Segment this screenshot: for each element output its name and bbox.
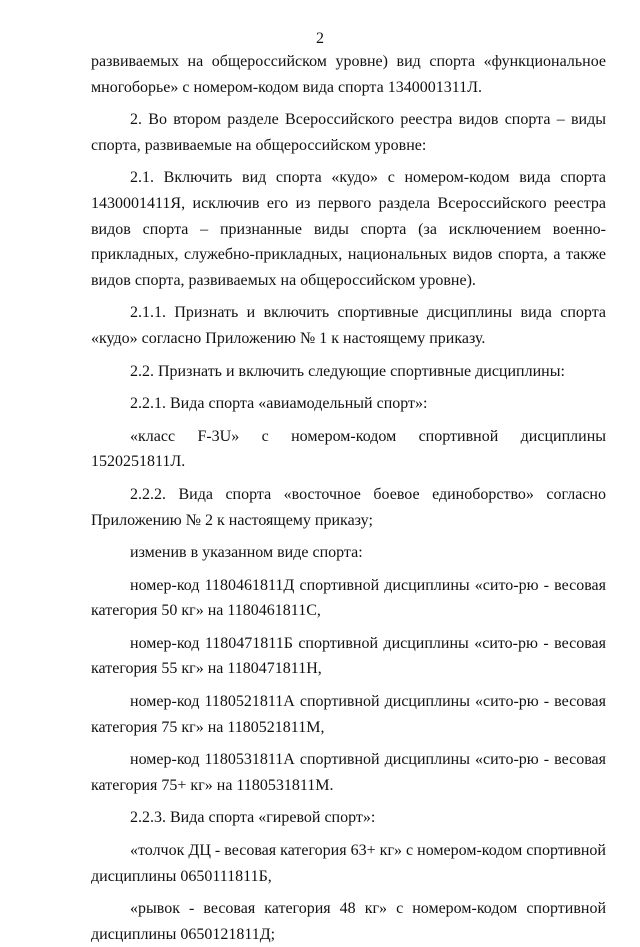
paragraph: 2. Во втором разделе Всероссийского реестра видов спорта – виды спорта, развиваемые на общероссийском уровне: <box>91 111 606 154</box>
paragraph: «толчок ДЦ - весовая категория 63+ кг» с номером-кодом спортивной дисциплины 0650111811Б, <box>91 842 606 885</box>
document-body <box>91 49 606 947</box>
paragraph: изменив в указанном виде спорта: <box>130 544 363 562</box>
paragraph: «класс F-3U» с номером-кодом спортивной дисциплины 1520251811Л. <box>91 427 606 471</box>
paragraph: «рывок - весовая категория 48 кг» с номером-кодом спортивной дисциплины 0650121811Д; <box>91 900 606 943</box>
paragraph: номер-код 1180461811Д спортивной дисциплины «сито-рю - весовая категория 50 кг» на 1180461811С, <box>91 576 606 620</box>
paragraph: 2.2.3. Вида спорта «гиревой спорт»: <box>130 809 376 827</box>
paragraph: 2.1.1. Признать и включить спортивные дисциплины вида спорта «кудо» согласно Приложению № 1 к настоящему приказу. <box>91 304 606 347</box>
paragraph: номер-код 1180471811Б спортивной дисциплины «сито-рю - весовая категория 55 кг» на 1180471811Н, <box>91 634 606 678</box>
paragraph: номер-код 1180531811А спортивной дисциплины «сито-рю - весовая категория 75+ кг» на 1180531811М. <box>91 751 606 794</box>
paragraph: 2.2. Признать и включить следующие спортивные дисциплины: <box>130 362 565 380</box>
paragraph: 2.1. Включить вид спорта «кудо» с номером-кодом вида спорта 1430001411Я, исключив его из первого раздела Всероссийского реестра видов спорта – признанные виды спорта (за исключением военно-прикладных, служебно-прикладных, национальных видов спорта, а также видов спорта, развиваемых на общероссийском уровне). <box>91 169 606 289</box>
paragraph: 2.2.1. Вида спорта «авиамодельный спорт»: <box>130 395 428 413</box>
paragraph: развиваемых на общероссийском уровне) вид спорта «функциональное многоборье» с номером-кодом вида спорта 1340001311Л. <box>91 53 606 96</box>
paragraph: номер-код 1180521811А спортивной дисциплины «сито-рю - весовая категория 75 кг» на 1180521811М, <box>91 693 606 736</box>
paragraph: 2.2.2. Вида спорта «восточное боевое единоборство» согласно Приложению № 2 к настоящему приказу; <box>91 485 606 529</box>
page-number: 2 <box>316 30 324 47</box>
